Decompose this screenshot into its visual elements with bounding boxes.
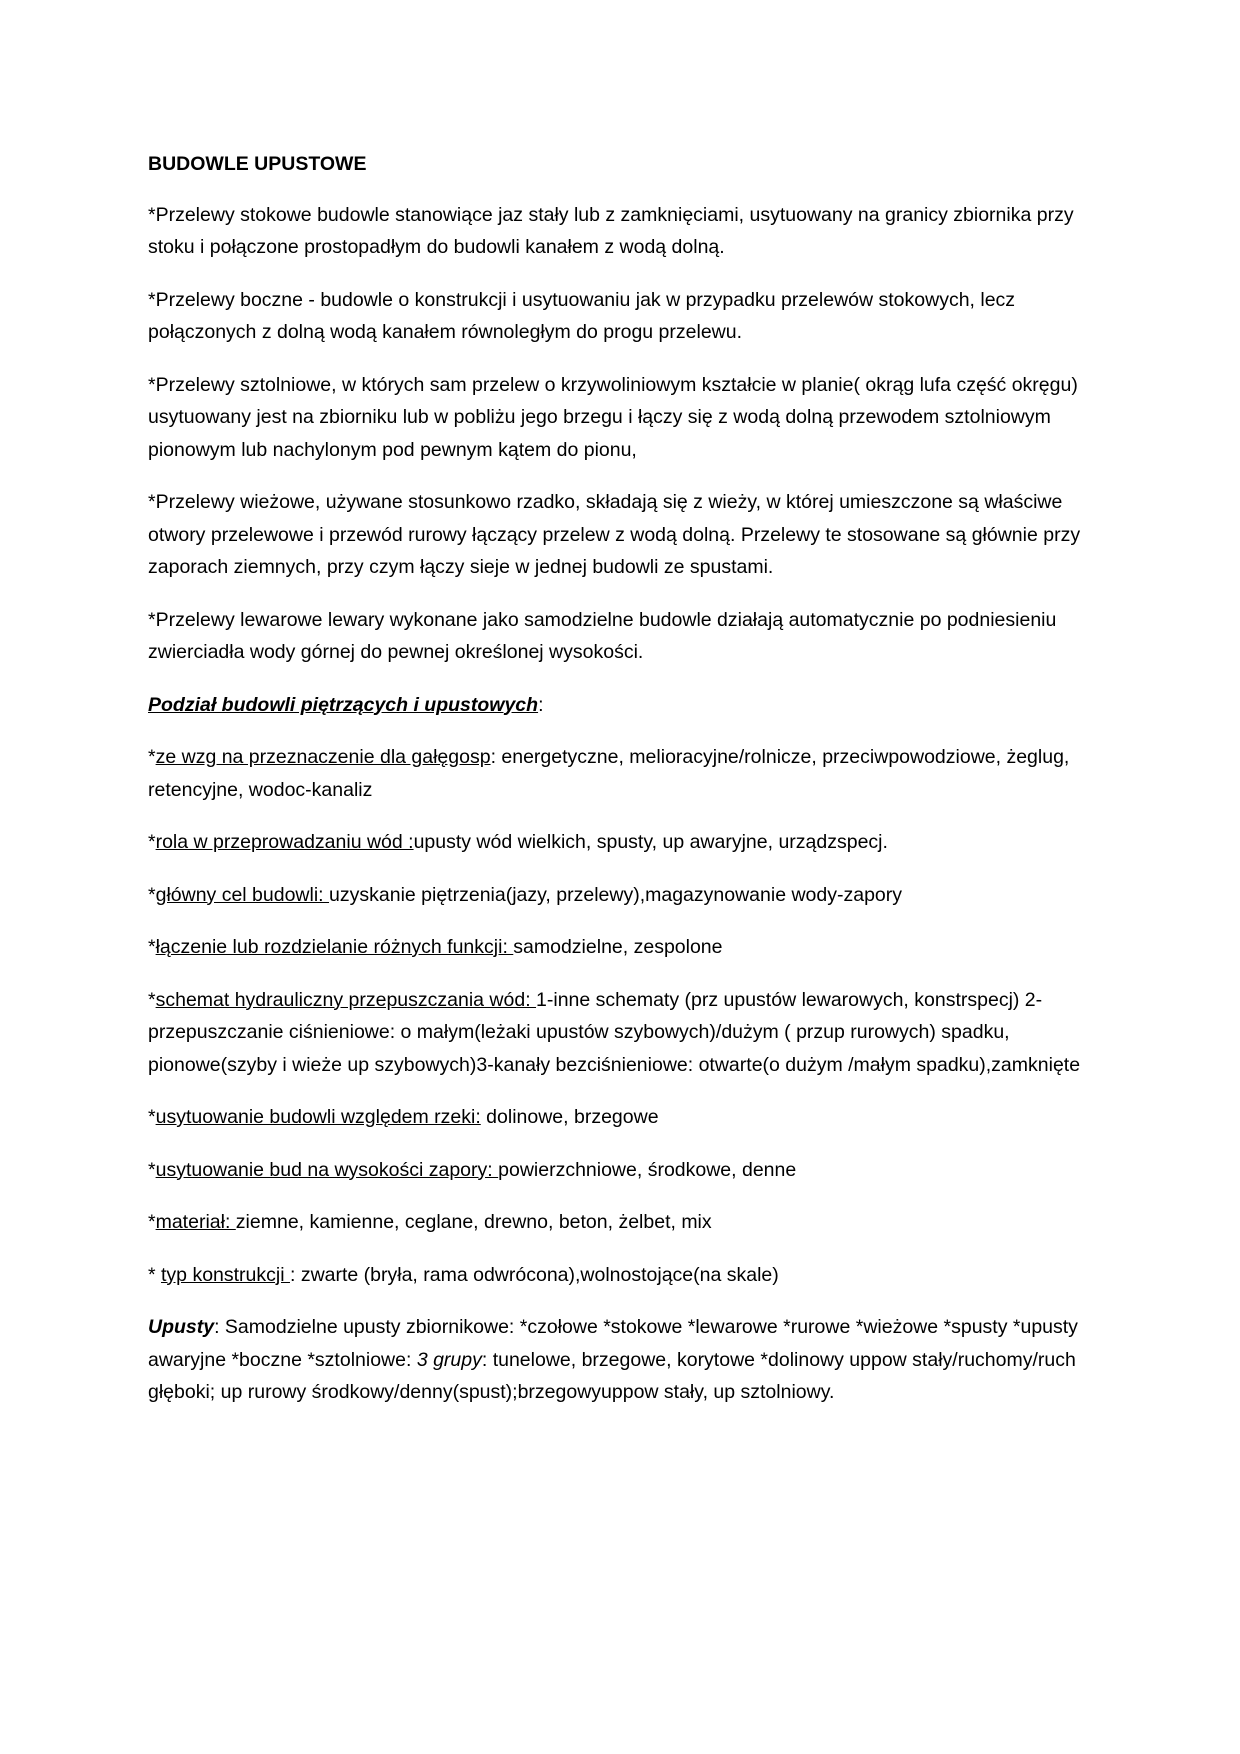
division-item-text: : energetyczne, melioracyjne/rolnicze, przeciwpowodziowe, żeglug, retencyjne, wodoc-kanaliz <box>148 746 1070 801</box>
paragraph-sztolniowe: *Przelewy sztolniowe, w których sam przelew o krzywoliniowym kształcie w planie( okrąg lufa część okręgu) usytuowany jest na zbiorniku lub w pobliżu jego brzegu i łączy się z wodą dolną przewodem sztolniowym pionowym lub nachylonym pod pewnym kątem do pionu, <box>148 373 1078 461</box>
paragraph-wiezowe: *Przelewy wieżowe, używane stosunkowo rzadko, składają się z wieży, w której umieszczone są właściwe otwory przelewowe i przewód rurowy łączący przelew z wodą dolną. Przelewy te stosowane są głównie przy zaporach ziemnych, przy czym łączy sieje w jednej budowli ze spustami. <box>148 491 1081 578</box>
bullet-star: * <box>148 746 156 768</box>
upusty-text-2: : tunelowe, brzegowe, korytowe *dolinowy uppow stały/ruchomy/ruch głęboki; up rurowy środkowy/denny(spust);brzegowyuppow stały, up sztolniowy. <box>148 1348 1076 1403</box>
division-heading-colon: : <box>538 693 544 716</box>
division-item-text: upusty wód wielkich, spusty, up awaryjne, urządzspecj. <box>413 831 888 853</box>
division-item <box>148 1154 1098 1187</box>
bullet-star: * <box>148 831 156 853</box>
paragraph-boczne: *Przelewy boczne - budowle o konstrukcji i usytuowaniu jak w przypadku przelewów stokowych, lecz połączonych z dolną wodą kanałem równoległym do progu przelewu. <box>148 288 1016 343</box>
bullet-star: * <box>148 1211 156 1233</box>
division-item-label: materiał: <box>155 1211 236 1233</box>
upusty-italic: 3 grupy <box>416 1348 482 1371</box>
division-item-text: : zwarte (bryła, rama odwrócona),wolnostojące(na skale) <box>289 1263 779 1286</box>
division-item <box>148 879 1098 912</box>
division-item-text: powierzchniowe, środkowe, denne <box>498 1158 797 1181</box>
division-item <box>148 1101 1098 1134</box>
division-item-text: uzyskanie piętrzenia(jazy, przelewy),magazynowanie wody-zapory <box>329 883 903 906</box>
division-item <box>148 741 1098 806</box>
bullet-star: * <box>148 1106 156 1128</box>
division-item-label: schemat hydrauliczny przepuszczania wód: <box>155 988 537 1011</box>
division-item-text: samodzielne, zespolone <box>513 936 723 958</box>
division-item-label: rola w przeprowadzaniu wód : <box>155 831 414 853</box>
division-item-text: 1-inne schematy (prz upustów lewarowych, konstrspecj) 2-przepuszczanie ciśnieniowe: o małym(leżaki upustów szybowych)/dużym ( przup rurowych) spadku, pionowe(szyby i wieże up szybowych)3-kanały bezciśnieniowe: otwarte(o dużym /małym spadku),zamknięte <box>148 988 1081 1076</box>
division-item-text: dolinowe, brzegowe <box>480 1106 659 1128</box>
division-heading <box>148 689 1098 722</box>
division-item <box>148 826 1098 859</box>
upusty-paragraph <box>148 1311 1098 1409</box>
bullet-star: * <box>148 1158 156 1181</box>
division-item <box>148 984 1098 1082</box>
bullet-star: * <box>148 988 156 1011</box>
upusty-label: Upusty <box>148 1316 215 1338</box>
division-item-text: ziemne, kamienne, ceglane, drewno, beton, żelbet, mix <box>235 1211 712 1233</box>
upusty-text-1: : Samodzielne upusty zbiornikowe: *czołowe *stokowe *lewarowe *rurowe *wieżowe *spusty *upusty awaryjne *boczne *sztolniowe: <box>148 1316 1078 1371</box>
bullet-star: * <box>148 1263 162 1286</box>
division-item-label: usytuowanie bud na wysokości zapory: <box>155 1158 499 1181</box>
division-item-label: ze wzg na przeznaczenie dla gałęgosp <box>155 746 491 768</box>
division-heading-text: Podział budowli piętrzących i upustowych <box>148 693 539 716</box>
division-item-label: usytuowanie budowli względem rzeki: <box>155 1106 481 1128</box>
division-item-label: główny cel budowli: <box>155 883 330 906</box>
paragraph-stokowe: *Przelewy stokowe budowle stanowiące jaz stały lub z zamknięciami, usytuowany na granicy zbiornika przy stoku i połączone prostopadłym do budowli kanałem z wodą dolną. <box>148 203 1074 258</box>
division-item <box>148 1206 1098 1239</box>
division-item <box>148 1259 1098 1292</box>
division-item-label: łączenie lub rozdzielanie różnych funkcji: <box>155 936 514 958</box>
document-body <box>148 148 1098 1429</box>
division-item <box>148 931 1098 964</box>
bullet-star: * <box>148 883 156 906</box>
paragraph-lewarowe: *Przelewy lewarowe lewary wykonane jako samodzielne budowle działają automatycznie po podniesieniu zwierciadła wody górnej do pewnej określonej wysokości. <box>148 608 1057 663</box>
division-item-label: typ konstrukcji <box>161 1263 290 1286</box>
document-title: BUDOWLE UPUSTOWE <box>148 153 367 175</box>
bullet-star: * <box>148 936 156 958</box>
